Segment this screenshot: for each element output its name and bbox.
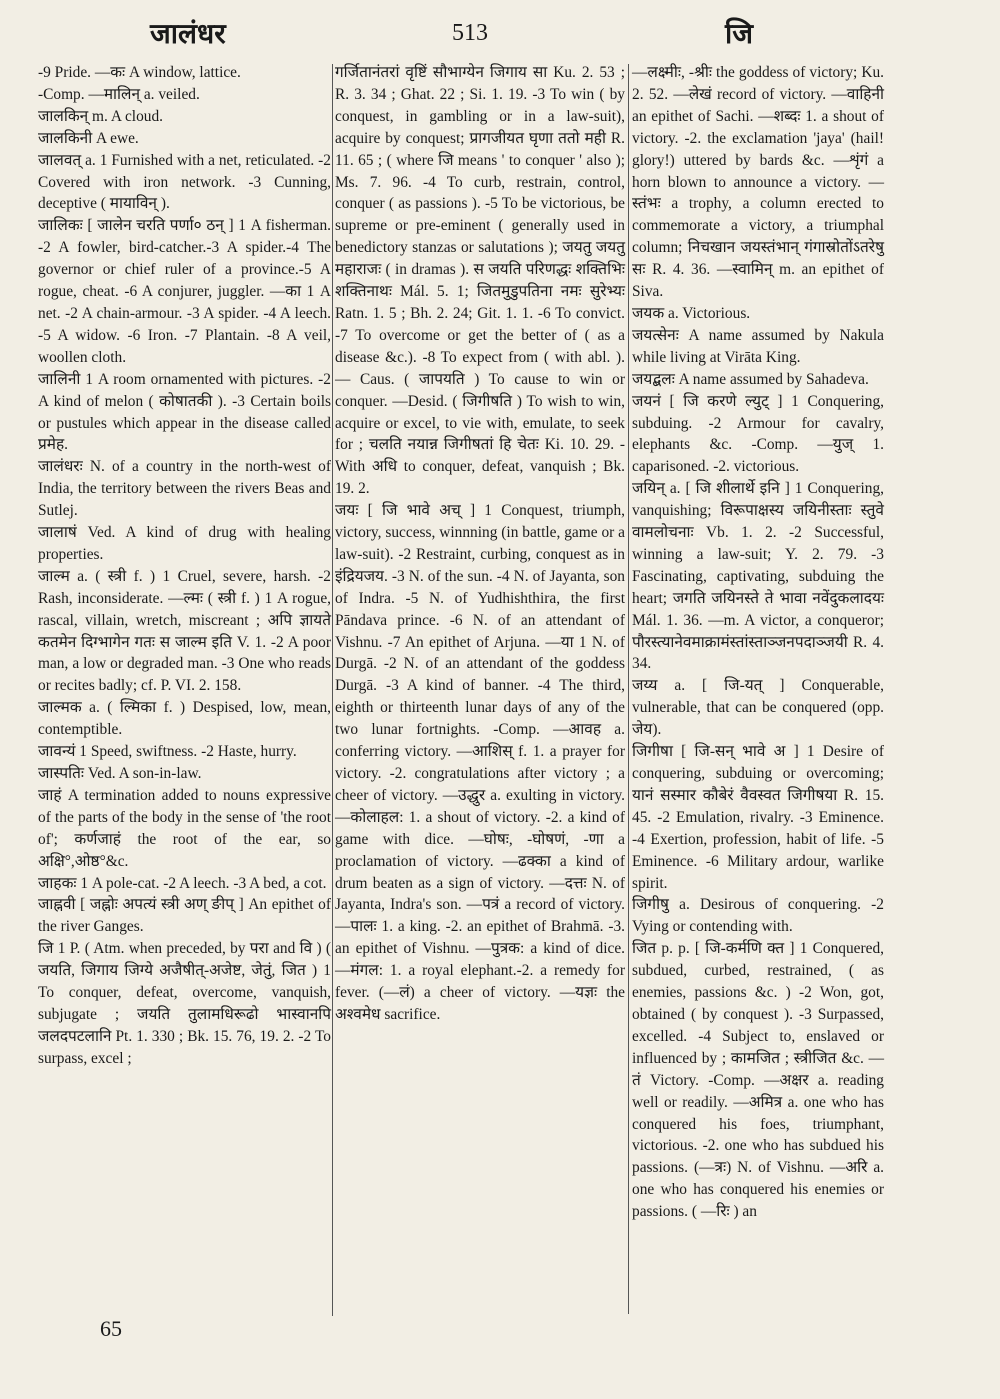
dictionary-entry: जाल्मक a. ( ल्मिका f. ) Despised, low, mean, contemptible. [38,699,331,739]
dictionary-entry: जयः [ जि भावे अच् ] 1 Conquest, triumph, victory, success, winnning (in battle, game or a law-suit). -2 Restraint, curbing, conquest as in इंद्रियजय. -3 N. of the sun. -4 N. of Jayanta, son of Indra. -5 N. of Yudhishthira, the first Pāndava prince. -6 N. of an attendant of Vishnu. -7 An epithet of Arjuna. —या 1 N. of Durgā. -2 N. of an attendant of the goddess Durgā. -3 A kind of banner. -4 The third, eighth or thirteenth lunar days of any of the two lunar fortnights. -Comp. —आवह a. conferring victory. —आशिस् f. 1. a prayer for victory. -2. congratulations after victory ; a cheer of victory. —उद्धुर a. exulting in victory. —कोलाहल: 1. a shout of victory. -2. a kind of game with dice. —घोषः, -घोषणं, -णा a proclamation of victory. —ढक्का a kind of drum beaten as a sign of victory. —दत्तः N. of Jayanta, Indra's son. —पत्रं a record of victory. —पालः 1. a king. -2. an epithet of Brahmā. -3. an epithet of Vishnu. —पुत्रक: a kind of dice. —मंगल: 1. a royal elephant.-2. a remedy for fever. (—लं) a cheer of victory. —यज्ञः the अश्वमेध sacrifice. [335,502,625,1023]
dictionary-entry: जि 1 P. ( Atm. when preceded, by परा and वि ) ( जयति, जिगाय जिग्ये अजैषीत्-अजेष्ट, जेतुं, जित ) 1 To conquer, defeat, overcome, vanquish, subjugate ; जयति तुलामधिरूढो भास्वानपि जलदपटलानि Pt. 1. 330 ; Bk. 15. 76, 19. 2. -2 To surpass, excel ; [38,940,331,1067]
dictionary-entry: जावन्यं 1 Speed, swiftness. -2 Haste, hurry. [38,743,297,761]
dictionary-column-2 [335,62,625,1026]
dictionary-entry: जाहं A termination added to nouns expressive of the parts of the body in the sense of 'the root of'; कर्णजाहं the root of the ear, so अक्षि°,ओष्ठ°&c. [38,786,331,870]
dictionary-entry: -9 Pride. —कः A window, lattice. [38,64,241,81]
column-divider [332,64,333,1316]
page-number: 513 [452,20,488,46]
dictionary-entry: जाह्नवी [ जह्नोः अपत्यं स्त्री अण् ङीप् ] An epithet of the river Ganges. [38,896,331,936]
dictionary-entry: —लक्ष्मीः, -श्रीः the goddess of victory; Ku. 2. 52. —लेखं record of victory. —वाहिनी an epithet of Sachi. —शब्दः 1. a shout of victory. -2. the exclamation 'jaya' (hail! glory!) uttered by bards &c. —शृंगं a horn blown to announce a victory. —स्तंभः a trophy, a column erected to commemorate a victory, a triumphal column; निचखान जयस्तंभान् गंगास्रोतोंऽतरेषु सः R. 4. 36. —स्वामिन् m. an epithet of Siva. [632,64,884,301]
dictionary-entry: जयनं [ जि करणे ल्युट् ] 1 Conquering, subduing. -2 Armour for cavalry, elephants &c. -Comp. —युज् 1. caparisoned. -2. victorious. [632,392,884,476]
dictionary-entry: जिगीषु a. Desirous of conquering. -2 Vying or contending with. [632,896,884,936]
dictionary-entry: जाल्म a. ( स्त्री f. ) 1 Cruel, severe, harsh. -2 Rash, inconsiderate. —ल्मः ( स्त्री f. ) 1 A rogue, rascal, villain, wretch, miscreant ; अपि ज्ञायते कतमेन दिग्भागेन गतः स जाल्म इति V. 1. -2 A poor man, a low or degraded man. -3 One who reads or recites badly; cf. P. VI. 2. 158. [38,567,331,695]
dictionary-entry: -Comp. —मालिन् a. veiled. [38,85,200,103]
dictionary-entry: जालिनी 1 A room ornamented with pictures. -2 A kind of melon ( कोषातकी ). -3 Certain boils or pustules which appear in the disease called प्रमेह. [38,370,331,454]
dictionary-entry: जालवत् a. 1 Furnished with a net, reticulated. -2 Covered with iron network. -3 Cunning, deceptive ( मायाविन् ). [38,151,331,213]
dictionary-column-1 [38,62,331,1070]
dictionary-entry: जयिन् a. [ जि शीलार्थे इनि ] 1 Conquering, vanquishing; विरूपाक्षस्य जयिनीस्ताः स्तुवे वामलोचनाः Vb. 1. 2. -2 Successful, winning a law-suit; Y. 2. 79. -3 Fascinating, captivating, subduing the heart; जगति जयिनस्ते ते भावा नवेंदुकलादयः Mál. 1. 36. —m. A victor, a conqueror; पौरस्त्यानेवमाक्रामंस्तांस्ताञ्जनपदाञ्जयी R. 4. 34. [632,480,884,673]
dictionary-entry: जिगीषा [ जि-सन् भावे अ ] 1 Desire of conquering, subduing or overcoming; यानं सस्मार कौबेरं वैवस्वत जिगीषया R. 15. 45. -2 Emulation, rivalry. -3 Eminence. -4 Exertion, profession, habit of life. -5 Eminence. -6 Military ardour, warlike spirit. [632,743,884,892]
dictionary-entry: जालकिनी A ewe. [38,129,139,147]
dictionary-entry: जय्य a. [ जि-यत् ] Conquerable, vulnerable, that can be conquered (opp. जेय). [632,677,884,739]
dictionary-entry: जयक a. Victorious. [632,304,751,322]
dictionary-entry: जाहकः 1 A pole-cat. -2 A leech. -3 A bed, a cot. [38,874,327,892]
dictionary-entry: जित p. p. [ जि-कर्मणि क्त ] 1 Conquered, subdued, curbed, restrained, ( as enemies, passions &c. ) -2 Won, got, obtained ( by conquest ). -3 Surpassed, excelled. -4 Subject to, enslaved or influenced by ; कामजित ; स्त्रीजित &c. —तं Victory. -Comp. —अक्षर a. reading well or readily. —अमित्र a. one who has conquered his foes, triumphant, victorious. -2. one who has subdued his passions. (—त्रः) N. of Vishnu. —अरि a. one who has conquered his enemies or passions. ( —रिः ) an [632,940,884,1221]
dictionary-entry: जास्पतिः Ved. A son-in-law. [38,765,202,782]
dictionary-entry: जालंधरः N. of a country in the north-west of India, the territory between the rivers Beas and Sutlej. [38,458,331,520]
dictionary-entry: जयत्सेनः A name assumed by Nakula while living at Virāta King. [632,326,884,366]
dictionary-entry: जालिकः [ जालेन चरति पर्णा० ठन् ] 1 A fisherman. -2 A fowler, bird-catcher.-3 A spider.-4 The governor or chief ruler of a province.-5 A rogue, cheat. -6 A conjurer, juggler. —का 1 A net. -2 A chain-armour. -3 A spider. -4 A leech. -5 A widow. -6 Iron. -7 Plantain. -8 A veil, woollen cloth. [38,217,331,366]
dictionary-column-3 [632,62,884,1223]
dictionary-entry: जयद्बलः A name assumed by Sahadeva. [632,370,869,388]
page-header [0,0,1000,60]
dictionary-entry: जालकिन् m. A cloud. [38,107,164,125]
dictionary-entry: गर्जितानंतरां वृष्टिं सौभाग्येन जिगाय सा Ku. 2. 53 ; R. 3. 34 ; Ghat. 22 ; Si. 1. 19. -3 To win ( by conquest, in gambling or in a law-suit), acquire by conquest; प्रागजीयत घृणा ततो मही R. 11. 65 ; ( where जि means ' to conquer ' also ); Ms. 7. 96. -4 To curb, restrain, control, conquer ( as passions ). -5 To be victorious, be supreme or pre-eminent ( generally used in benedictory stanzas or salutations ); जयतु जयतु महाराजः ( in dramas ). स जयति परिणद्धः शक्तिभिः शक्तिनाथः Mál. 5. 1; जितमुडुपतिना नमः सुरेभ्यः Ratn. 1. 5 ; Bh. 2. 24; Git. 1. 1. -6 To convict. -7 To overcome or get the better of ( as a disease &c.). -8 To expect from ( with abl. ). — Caus. ( जापयति ) To cause to win or conquer. —Desid. ( जिगीषति ) To wish to win, acquire or excel, to vie with, emulate, to seek for ; चलति नयान्न जिगीषतां हि चेतः Ki. 10. 29. -With अधि to conquer, defeat, vanquish ; Bk. 19. 2. [335,64,625,498]
header-right-guide-word: जि [725,17,754,50]
signature-number: 65 [100,1316,122,1341]
dictionary-entry: जालाषं Ved. A kind of drug with healing properties. [38,524,331,563]
header-left-guide-word: जालंधर [150,17,226,50]
column-divider [628,64,629,1314]
